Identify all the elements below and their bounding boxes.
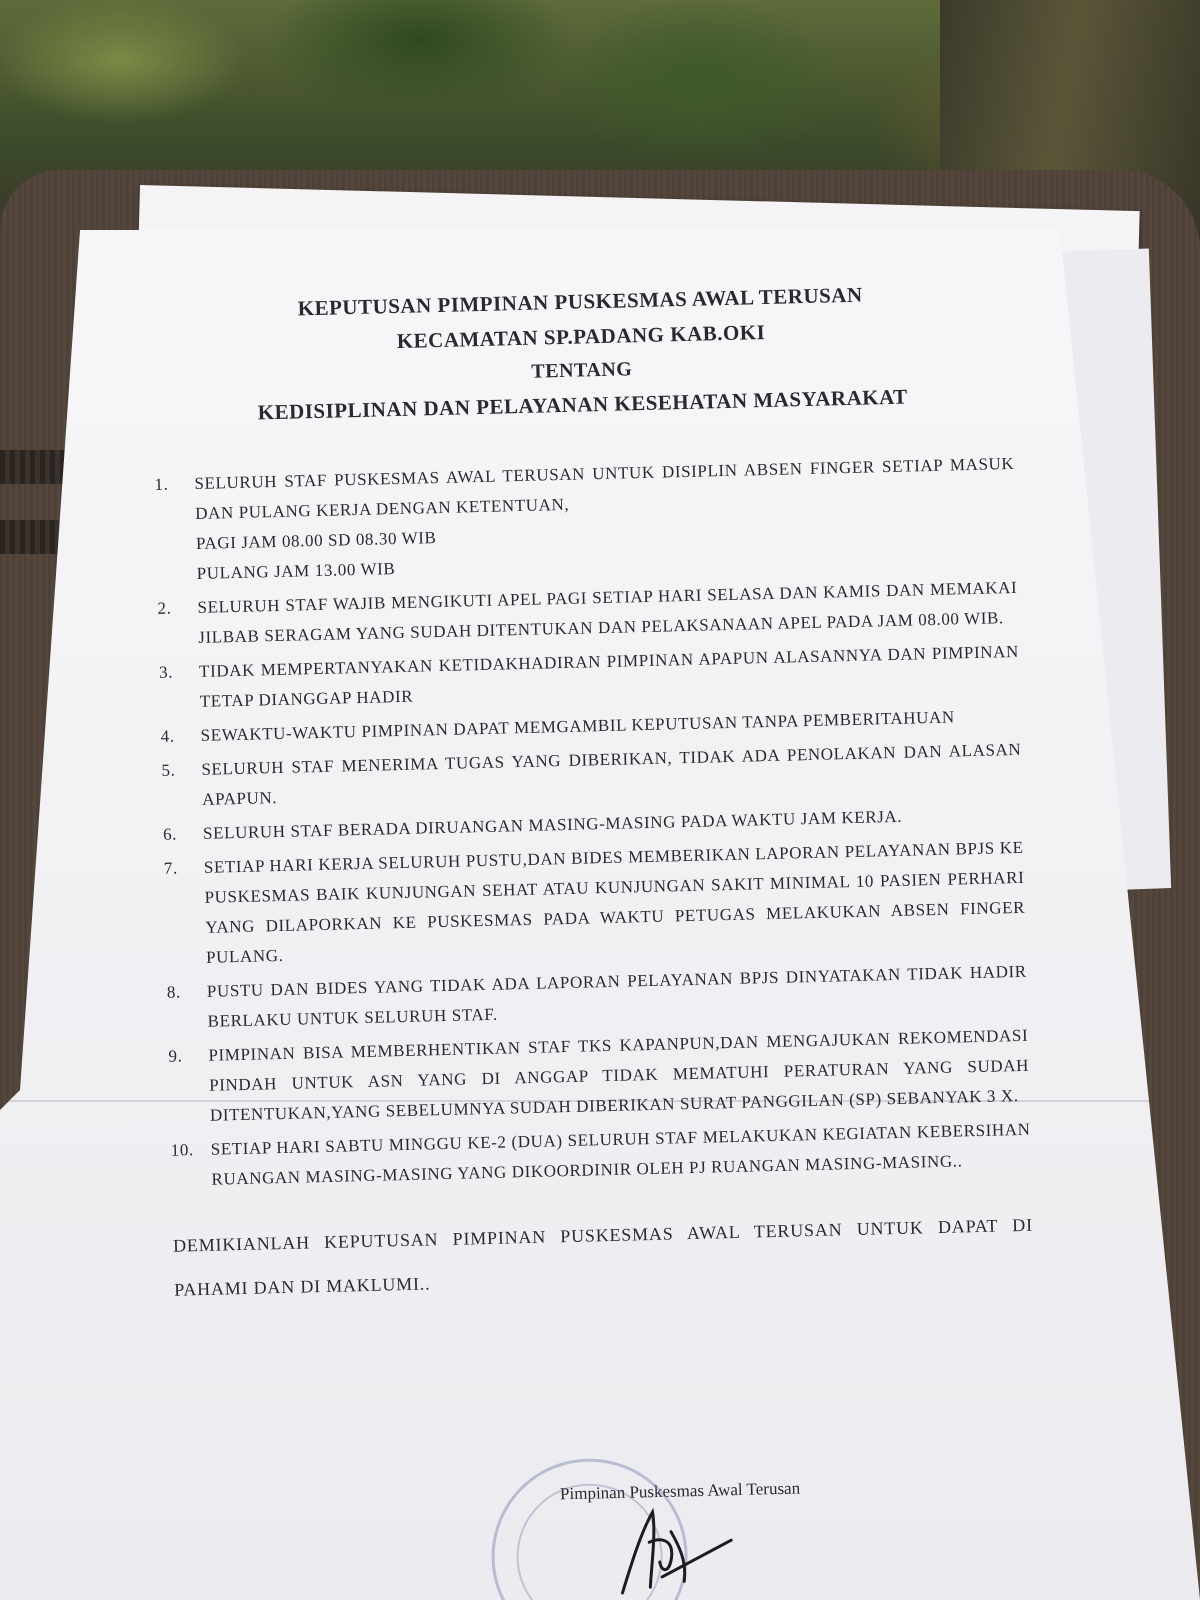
decision-point	[168, 1021, 1030, 1132]
point-detail: PULANG JAM 13.00 WIB	[196, 559, 396, 583]
decision-point	[154, 449, 1017, 590]
handwritten-signature-icon	[600, 1500, 742, 1600]
document-body	[150, 279, 1034, 1312]
document-title-tentang: TENTANG	[531, 358, 633, 383]
point-text: PIMPINAN BISA MEMBERHENTIKAN STAF TKS KAPANPUN,DAN MENGAJUKAN REKOMENDASI PINDAH UNTUK ASN YANG DI ANGGAP TIDAK MEMATUHI PERATURAN YANG SUDAH DITENTUKAN,YANG SEBELUMNYA SUDAH DIBERIKAN SURAT PANGGILAN (SP) SEBANYAK 3 X.	[208, 1025, 1030, 1125]
document-title-line-1: KEPUTUSAN PIMPINAN PUSKESMAS AWAL TERUSAN	[297, 282, 863, 321]
decision-points-list	[154, 449, 1031, 1196]
point-number: 5.	[161, 760, 176, 780]
point-number: 8.	[166, 982, 182, 1002]
point-number: 10.	[170, 1140, 195, 1160]
document-title-line-2: KECAMATAN SP.PADANG KAB.OKI	[396, 319, 766, 353]
point-number: 1.	[154, 474, 169, 494]
point-number: 7.	[163, 858, 179, 878]
point-detail: PAGI JAM 08.00 SD 08.30 WIB	[195, 528, 437, 553]
point-text: SETIAP HARI KERJA SELURUH PUSTU,DAN BIDES MEMBERIKAN LAPORAN PELAYANAN BPJS KE PUSKESMAS BAIK KUNJUNGAN SEHAT ATAU KUNJUNGAN SAKIT MINIMAL 10 PASIEN PERHARI YANG DILAPORKAN KE PUSKESMAS PADA WAKTU PETUGAS MELAKUKAN ABSEN FINGER PULANG.	[203, 837, 1026, 967]
closing-statement: DEMIKIANLAH KEPUTUSAN PIMPINAN PUSKESMAS AWAL TERUSAN UNTUK DAPAT DI PAHAMI DAN DI MAKLUMI..	[172, 1214, 1034, 1300]
point-text: SELURUH STAF MENERIMA TUGAS YANG DIBERIKAN, TIDAK ADA PENOLAKAN DAN ALASAN APAPUN.	[201, 739, 1022, 809]
point-text: TIDAK MEMPERTANYAKAN KETIDAKHADIRAN PIMPINAN APAPUN ALASANNYA DAN PIMPINAN TETAP DIANGGAP HADIR	[198, 641, 1020, 711]
point-number: 3.	[158, 662, 174, 682]
point-text: SEWAKTU-WAKTU PIMPINAN DAPAT MEMGAMBIL KEPUTUSAN TANPA PEMBERITAHUAN	[200, 707, 956, 745]
document-title-subject: KEDISIPLINAN DAN PELAYANAN KESEHATAN MASYARAKAT	[257, 384, 908, 425]
point-text: SETIAP HARI SABTU MINGGU KE-2 (DUA) SELURUH STAF MELAKUKAN KEGIATAN KEBERSIHAN RUANGAN MASING-MASING YANG DIKOORDINIR OLEH PJ RUANGAN MASING-MASING..	[210, 1119, 1031, 1189]
point-text: SELURUH STAF BERADA DIRUANGAN MASING-MASING PADA WAKTU JAM KERJA.	[202, 806, 903, 843]
point-number: 2.	[157, 598, 172, 618]
decision-point	[164, 833, 1027, 974]
point-text: SELURUH STAF WAJIB MENGIKUTI APEL PAGI SETIAP HARI SELASA DAN KAMIS DAN MEMAKAI JILBAB SERAGAM YANG SUDAH DITENTUKAN DAN PELAKSANAAN APEL PADA JAM 08.00 WIB.	[197, 577, 1018, 647]
signature-title: Pimpinan Puskesmas Awal Terusan	[559, 1478, 801, 1504]
point-text: SELURUH STAF PUSKESMAS AWAL TERUSAN UNTUK DISIPLIN ABSEN FINGER SETIAP MASUK DAN PULANG KERJA DENGAN KETENTUAN,	[194, 453, 1015, 523]
point-number: 4.	[160, 726, 175, 746]
point-text: PUSTU DAN BIDES YANG TIDAK ADA LAPORAN PELAYANAN BPJS DINYATAKAN TIDAK HADIR BERLAKU UNTUK SELURUH STAF.	[206, 961, 1027, 1031]
point-number: 9.	[168, 1046, 183, 1066]
point-number: 6.	[162, 824, 178, 844]
